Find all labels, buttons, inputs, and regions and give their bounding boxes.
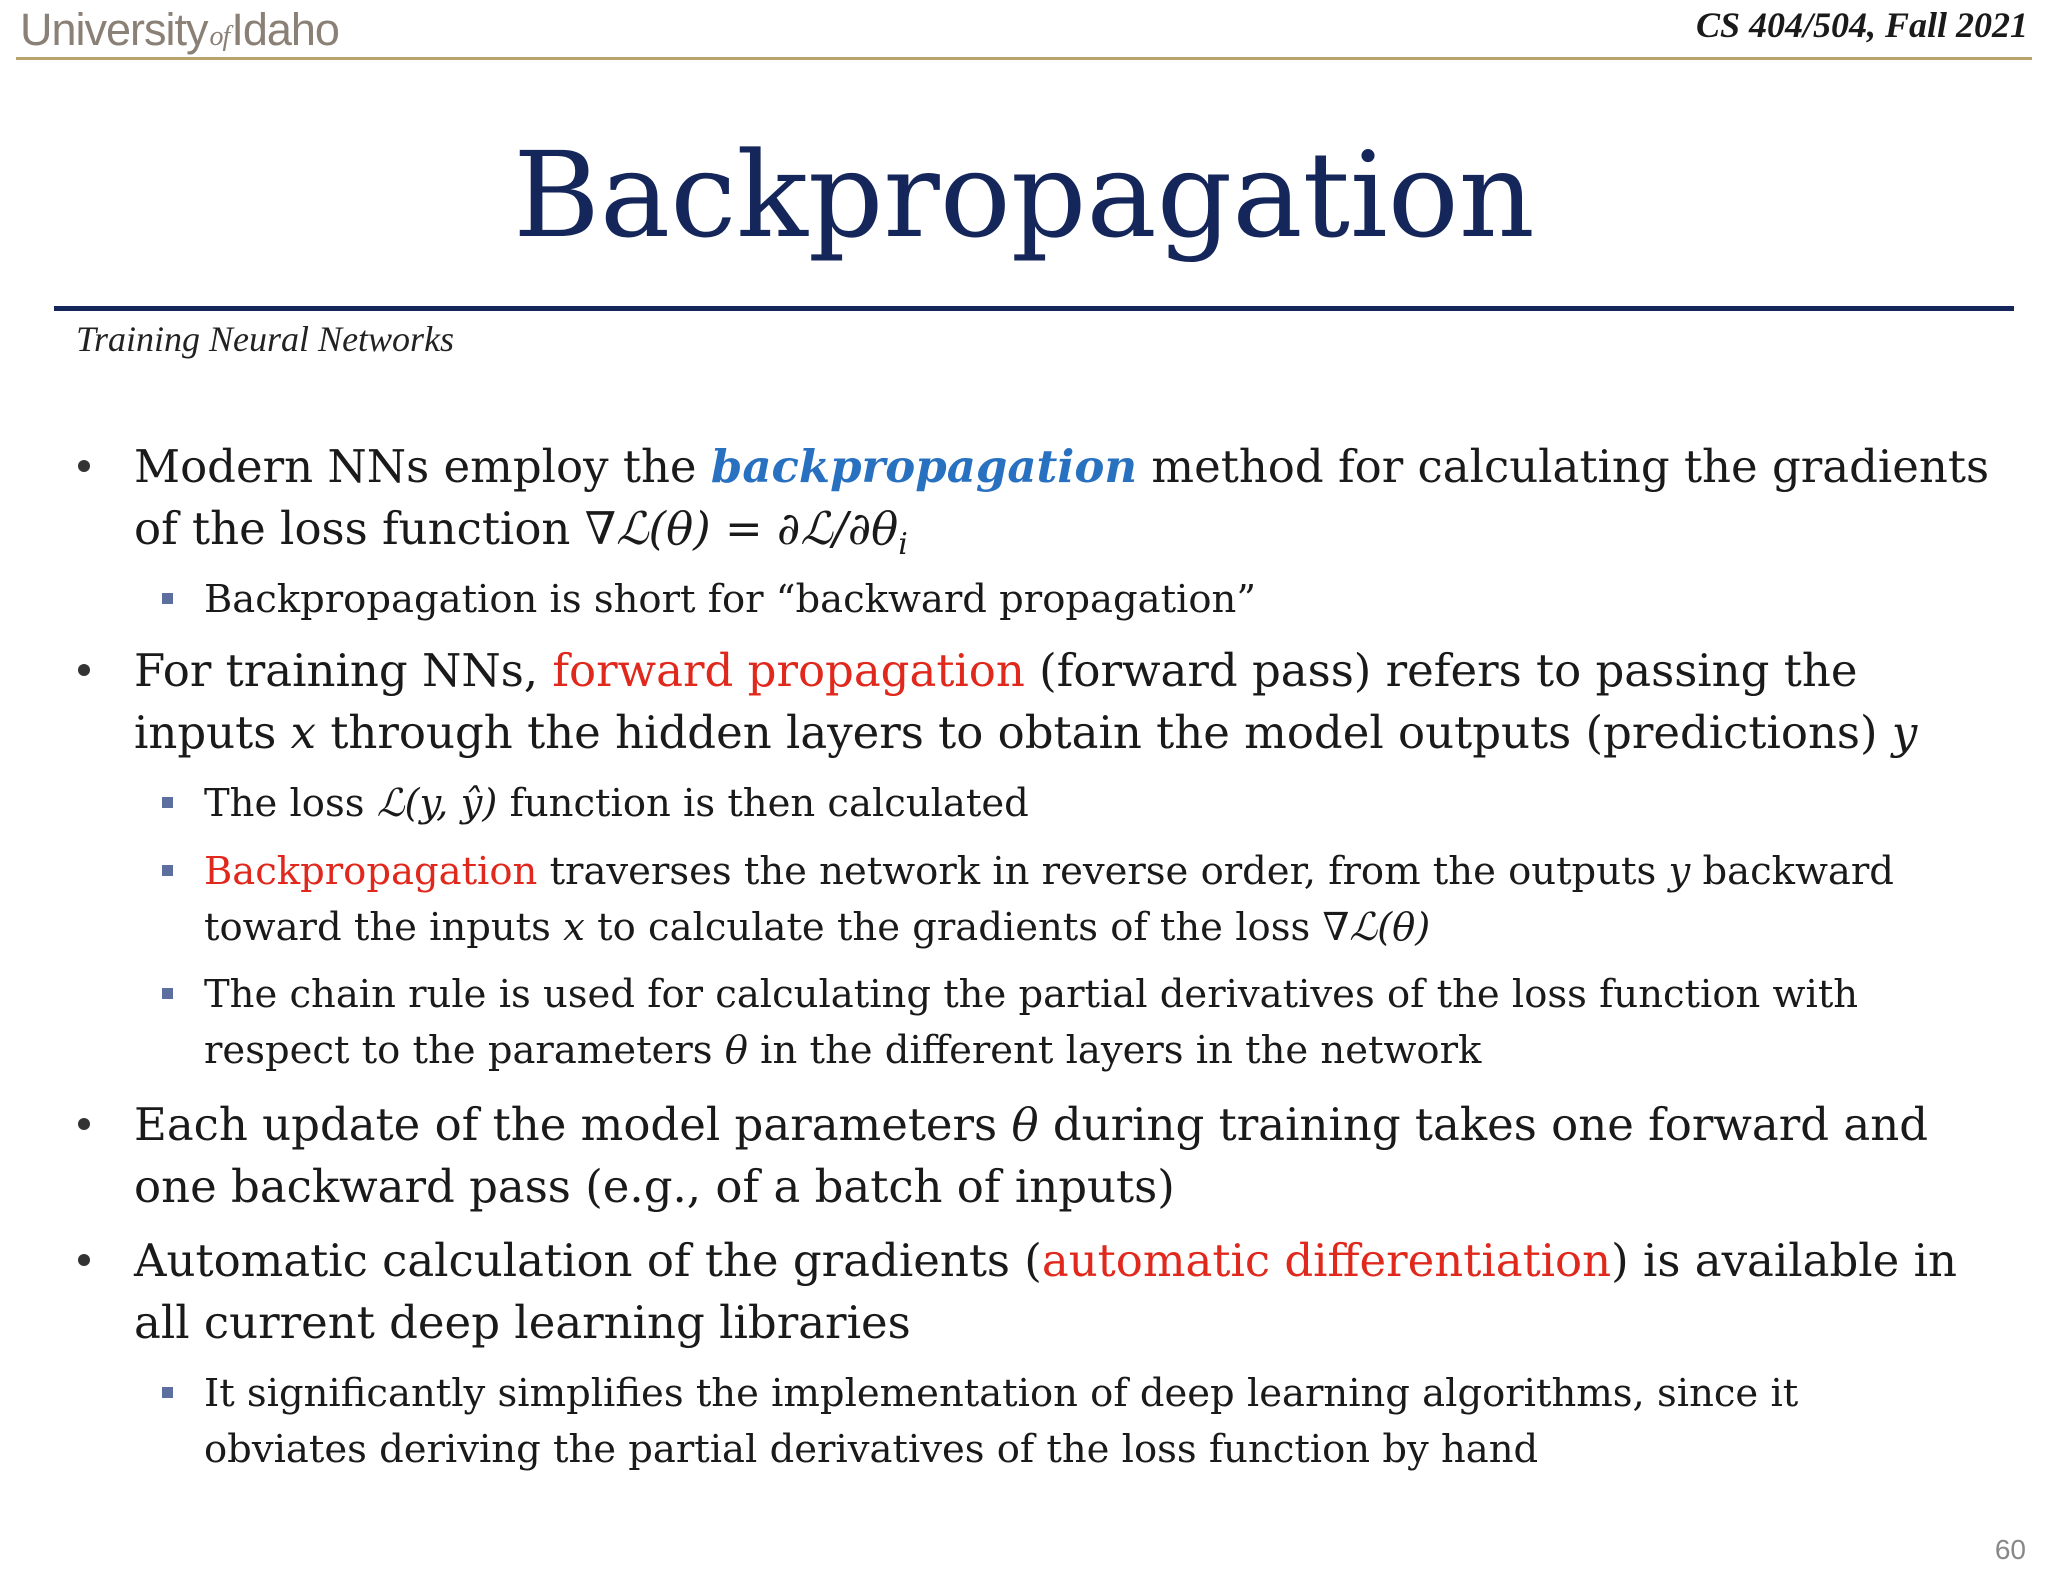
gradient-formula: ∇ℒ(θ) = ∂ℒ/∂θ bbox=[584, 502, 899, 555]
bullet-4-line-1: Automatic calculation of the gradients (automatic differentiation) is available in bbox=[134, 1234, 1957, 1287]
logo-text-university: University bbox=[20, 4, 208, 55]
backpropagation-red-highlight: Backpropagation bbox=[204, 849, 538, 894]
sub-bullet-square bbox=[162, 865, 173, 876]
sub-bullet-square bbox=[162, 593, 173, 604]
loss-formula: ℒ(y, ŷ) bbox=[376, 781, 498, 826]
bullet-2-line-2: inputs x through the hidden layers to obtain the model outputs (predictions) y bbox=[134, 706, 1918, 759]
logo-text-of: of bbox=[209, 21, 230, 52]
sub-bullet-5-line-1: It significantly simplifies the implementation of deep learning algorithms, since it bbox=[204, 1371, 1799, 1416]
sub-bullet-1: Backpropagation is short for “backward propagation” bbox=[204, 577, 1257, 622]
sub-bullet-square bbox=[162, 988, 173, 999]
bullet-dot bbox=[78, 460, 90, 472]
bullet-3-line-2: one backward pass (e.g., of a batch of inputs) bbox=[134, 1160, 1175, 1213]
bullet-dot bbox=[78, 1254, 90, 1266]
bullet-1-line-1: Modern NNs employ the backpropagation method for calculating the gradients bbox=[134, 440, 1990, 493]
sub-bullet-4-line-1: The chain rule is used for calculating the partial derivatives of the loss function with bbox=[204, 972, 1859, 1017]
bullet-dot bbox=[78, 664, 90, 676]
slide-title: Backpropagation bbox=[513, 126, 1535, 264]
bullet-2-line-1: For training NNs, forward propagation (forward pass) refers to passing the bbox=[134, 644, 1858, 697]
sub-bullet-2: The loss ℒ(y, ŷ) function is then calculated bbox=[204, 781, 1029, 826]
slide-subtitle: Training Neural Networks bbox=[76, 319, 455, 359]
page-number: 60 bbox=[1994, 1534, 2026, 1565]
backpropagation-highlight: backpropagation bbox=[710, 440, 1138, 493]
bullet-3-line-1: Each update of the model parameters θ during training takes one forward and bbox=[134, 1098, 1928, 1151]
bullet-1-line-2: of the loss function ∇ℒ(θ) = $\partial ℒ/\partial\theta_i$ bbox=[134, 502, 908, 562]
sub-bullet-square bbox=[162, 1387, 173, 1398]
sub-bullet-square bbox=[162, 797, 173, 808]
sub-bullet-3-line-2: toward the inputs x to calculate the gradients of the loss ∇ℒ(θ) bbox=[204, 905, 1431, 950]
sub-bullet-5-line-2: obviates deriving the partial derivatives of the loss function by hand bbox=[204, 1427, 1539, 1472]
logo-text-idaho: Idaho bbox=[231, 4, 339, 55]
bullet-dot bbox=[78, 1118, 90, 1130]
forward-propagation-highlight: forward propagation bbox=[552, 644, 1025, 697]
sub-bullet-3-line-1: Backpropagation traverses the network in reverse order, from the outputs y backward bbox=[204, 849, 1894, 894]
course-label: CS 404/504, Fall 2021 bbox=[1695, 5, 2028, 45]
automatic-differentiation-highlight: automatic differentiation bbox=[1041, 1234, 1612, 1287]
sub-bullet-4-line-2: respect to the parameters θ in the different layers in the network bbox=[204, 1028, 1482, 1073]
bullet-4-line-2: all current deep learning libraries bbox=[134, 1296, 911, 1349]
